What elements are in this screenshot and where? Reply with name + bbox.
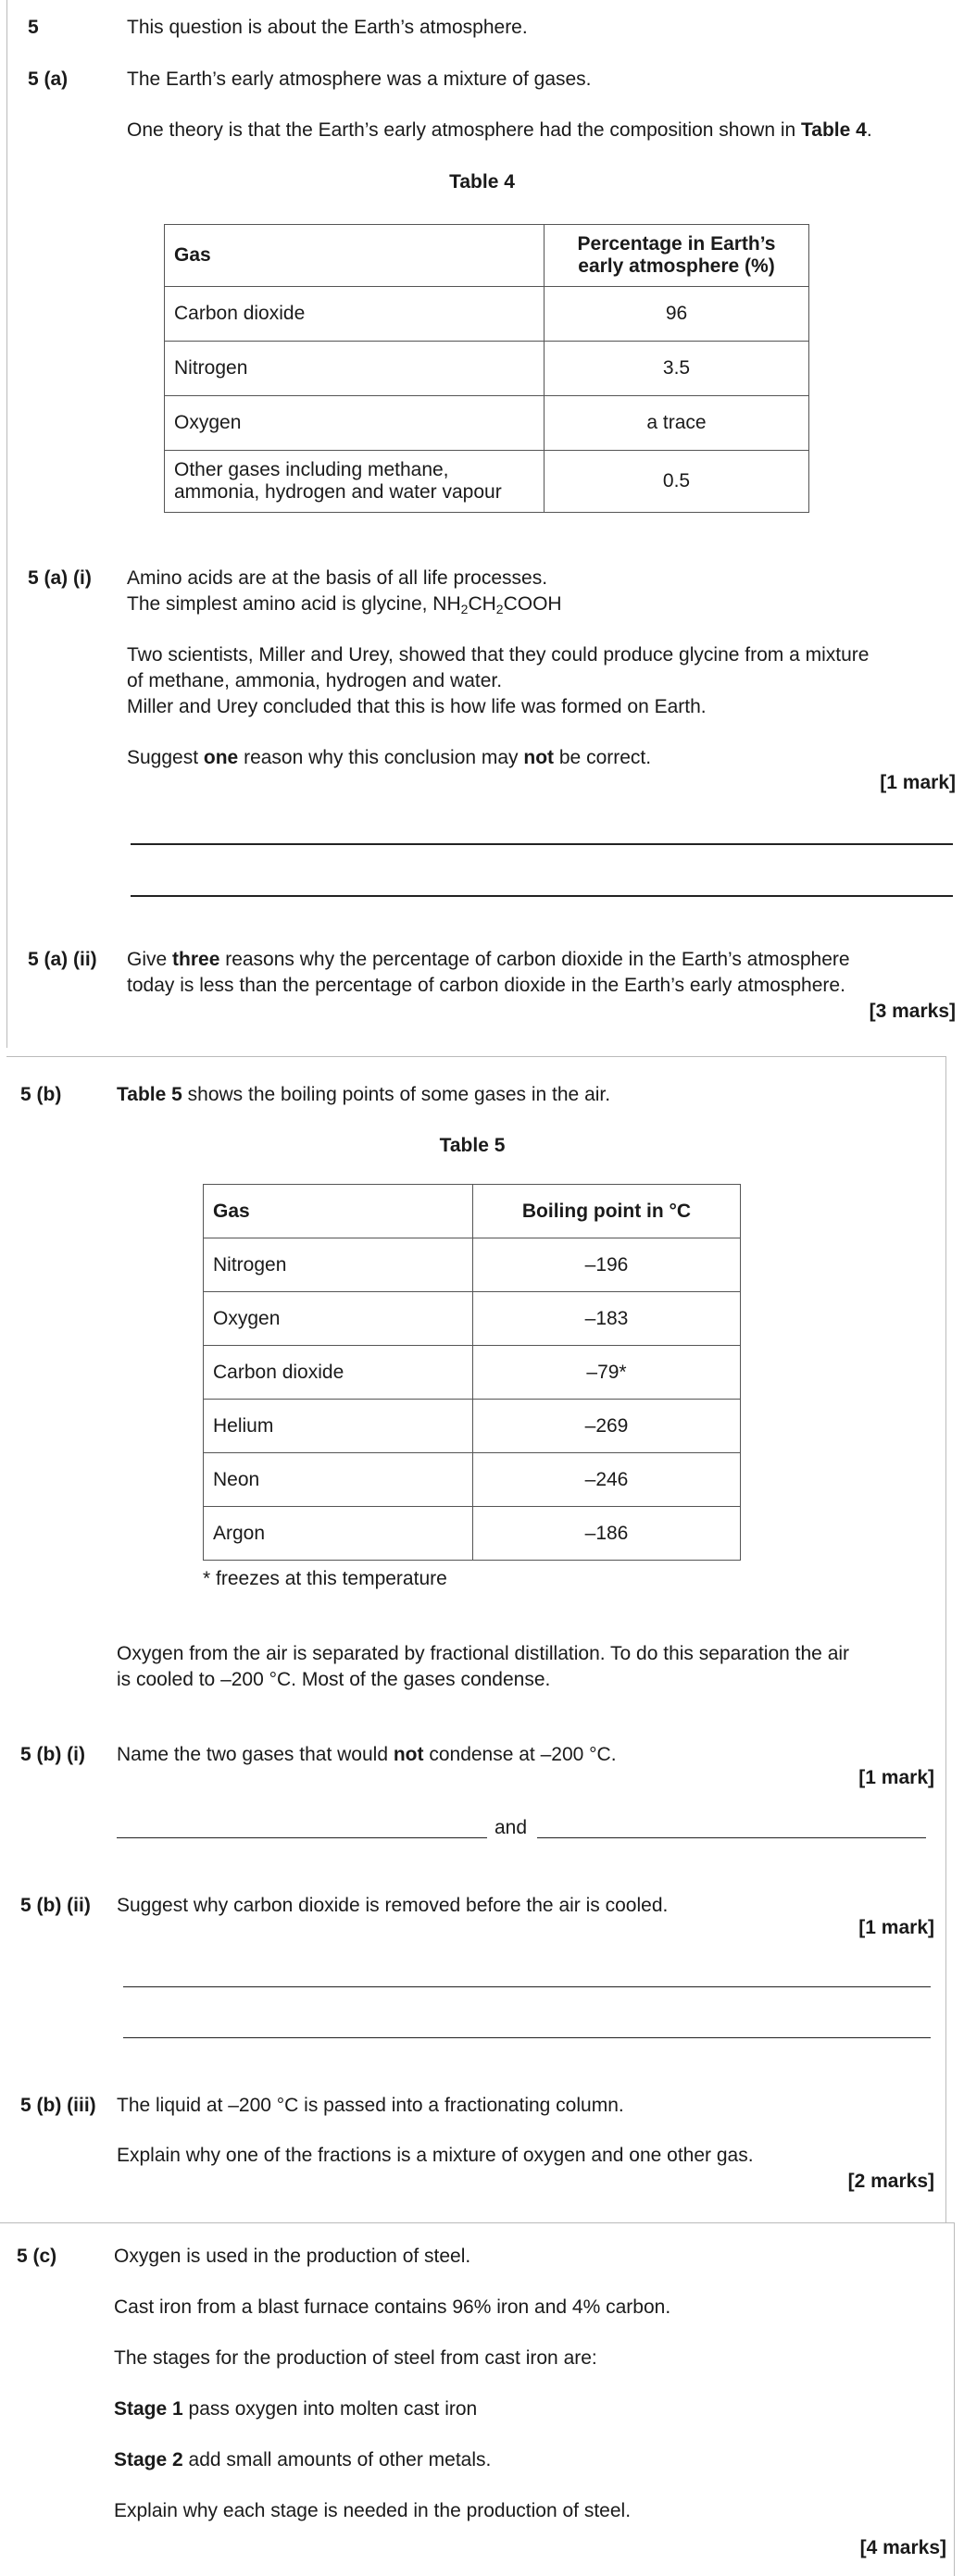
answer-line[interactable] bbox=[123, 1986, 931, 1987]
question-prompt: Explain why each stage is needed in the production of steel. bbox=[114, 2500, 632, 2521]
question-text: Miller and Urey concluded that this is how life was formed on Earth. bbox=[127, 696, 707, 717]
table-cell: Carbon dioxide bbox=[204, 1346, 473, 1400]
marks-label: [2 marks] bbox=[847, 2171, 934, 2192]
table-cell: –196 bbox=[473, 1238, 741, 1292]
section-divider bbox=[945, 1056, 946, 2222]
table-cell: Nitrogen bbox=[165, 342, 545, 396]
question-number: 5 bbox=[28, 17, 39, 38]
table-cell: –269 bbox=[473, 1400, 741, 1453]
question-text: of methane, ammonia, hydrogen and water. bbox=[127, 670, 503, 691]
table-cell: –183 bbox=[473, 1292, 741, 1346]
table-cell: 0.5 bbox=[545, 451, 809, 513]
question-number: 5 (b) (iii) bbox=[20, 2095, 96, 2116]
section-divider bbox=[6, 1056, 946, 1057]
table-row bbox=[204, 1507, 741, 1561]
table-cell: Nitrogen bbox=[204, 1238, 473, 1292]
answer-line[interactable] bbox=[123, 2037, 931, 2038]
question-prompt: Suggest why carbon dioxide is removed before the air is cooled. bbox=[117, 1895, 669, 1916]
question-text: Oxygen from the air is separated by fractional distillation. To do this separation the air bbox=[117, 1643, 850, 1664]
question-text: The stages for the production of steel from cast iron are: bbox=[114, 2347, 597, 2369]
question-number: 5 (b) bbox=[20, 1084, 62, 1105]
answer-line[interactable] bbox=[117, 1837, 487, 1838]
table-cell: –79* bbox=[473, 1346, 741, 1400]
question-number: 5 (a) (i) bbox=[28, 567, 92, 589]
table-row bbox=[204, 1453, 741, 1507]
section-divider bbox=[0, 2222, 954, 2223]
marks-label: [1 mark] bbox=[880, 772, 956, 793]
table-header: Gas bbox=[165, 225, 545, 287]
table-cell: Other gases including methane, ammonia, hydrogen and water vapour bbox=[165, 451, 545, 513]
table-title: Table 5 bbox=[439, 1135, 506, 1156]
question-text: Oxygen is used in the production of steel. bbox=[114, 2246, 471, 2267]
marks-label: [4 marks] bbox=[859, 2537, 946, 2558]
table-row bbox=[204, 1346, 741, 1400]
table-cell: Neon bbox=[204, 1453, 473, 1507]
table-title: Table 4 bbox=[449, 171, 515, 193]
question-text: The simplest amino acid is glycine, $NH_2CH_2COOH$ bbox=[127, 593, 562, 616]
marks-label: [1 mark] bbox=[858, 1917, 934, 1938]
stage-1: Stage 1 pass oxygen into molten cast iron bbox=[114, 2398, 478, 2420]
table-cell: Oxygen bbox=[165, 396, 545, 451]
question-prompt: Explain why one of the fractions is a mixture of oxygen and one other gas. bbox=[117, 2145, 754, 2166]
marks-label: [3 marks] bbox=[869, 1001, 956, 1022]
marks-label: [1 mark] bbox=[858, 1767, 934, 1788]
question-number: 5 (c) bbox=[17, 2246, 57, 2267]
table-cell: a trace bbox=[545, 396, 809, 451]
section-divider bbox=[954, 2222, 955, 2576]
table-cell: Carbon dioxide bbox=[165, 287, 545, 342]
table-cell: –246 bbox=[473, 1453, 741, 1507]
question-prompt: Suggest one reason why this conclusion may not be correct. bbox=[127, 747, 652, 768]
question-number: 5 (b) (i) bbox=[20, 1744, 85, 1765]
question-text: Cast iron from a blast furnace contains 96% iron and 4% carbon. bbox=[114, 2296, 671, 2318]
question-text: Table 5 shows the boiling points of some gases in the air. bbox=[117, 1084, 611, 1105]
question-text: The liquid at –200 °C is passed into a fractionating column. bbox=[117, 2095, 624, 2116]
answer-line[interactable] bbox=[131, 895, 953, 897]
table-cell: –186 bbox=[473, 1507, 741, 1561]
section-divider bbox=[6, 0, 7, 1048]
table-5 bbox=[203, 1184, 741, 1561]
table-4 bbox=[164, 224, 809, 513]
table-row bbox=[165, 396, 809, 451]
question-text: Amino acids are at the basis of all life processes. bbox=[127, 567, 548, 589]
question-number: 5 (a) bbox=[28, 68, 69, 90]
answer-line[interactable] bbox=[131, 843, 953, 845]
table-header: Percentage in Earth’s early atmosphere (%) bbox=[545, 225, 809, 287]
question-text: One theory is that the Earth’s early atmosphere had the composition shown in Table 4. bbox=[127, 119, 872, 141]
question-number: 5 (b) (ii) bbox=[20, 1895, 91, 1916]
question-text: today is less than the percentage of carbon dioxide in the Earth’s early atmosphere. bbox=[127, 975, 845, 996]
stage-2: Stage 2 add small amounts of other metals. bbox=[114, 2449, 492, 2470]
table-footnote: * freezes at this temperature bbox=[203, 1568, 447, 1589]
answer-line[interactable] bbox=[537, 1837, 926, 1838]
table-header: Gas bbox=[204, 1185, 473, 1238]
table-cell: Helium bbox=[204, 1400, 473, 1453]
table-row bbox=[165, 342, 809, 396]
table-cell: 3.5 bbox=[545, 342, 809, 396]
table-cell: Oxygen bbox=[204, 1292, 473, 1346]
table-row bbox=[204, 1292, 741, 1346]
question-text: is cooled to –200 °C. Most of the gases condense. bbox=[117, 1669, 551, 1690]
question-prompt: Name the two gases that would not condense at –200 °C. bbox=[117, 1744, 617, 1765]
question-text: Two scientists, Miller and Urey, showed that they could produce glycine from a mixture bbox=[127, 644, 870, 666]
table-cell: 96 bbox=[545, 287, 809, 342]
question-number: 5 (a) (ii) bbox=[28, 949, 97, 970]
table-row bbox=[204, 1400, 741, 1453]
table-cell: Argon bbox=[204, 1507, 473, 1561]
table-row bbox=[204, 1238, 741, 1292]
table-row bbox=[165, 287, 809, 342]
table-header: Boiling point in °C bbox=[473, 1185, 741, 1238]
answer-connector: and bbox=[495, 1817, 528, 1838]
question-text: The Earth’s early atmosphere was a mixture of gases. bbox=[127, 68, 592, 90]
question-stem: This question is about the Earth’s atmosphere. bbox=[127, 17, 528, 38]
question-text: Give three reasons why the percentage of carbon dioxide in the Earth’s atmosphere bbox=[127, 949, 850, 970]
table-row bbox=[165, 451, 809, 513]
